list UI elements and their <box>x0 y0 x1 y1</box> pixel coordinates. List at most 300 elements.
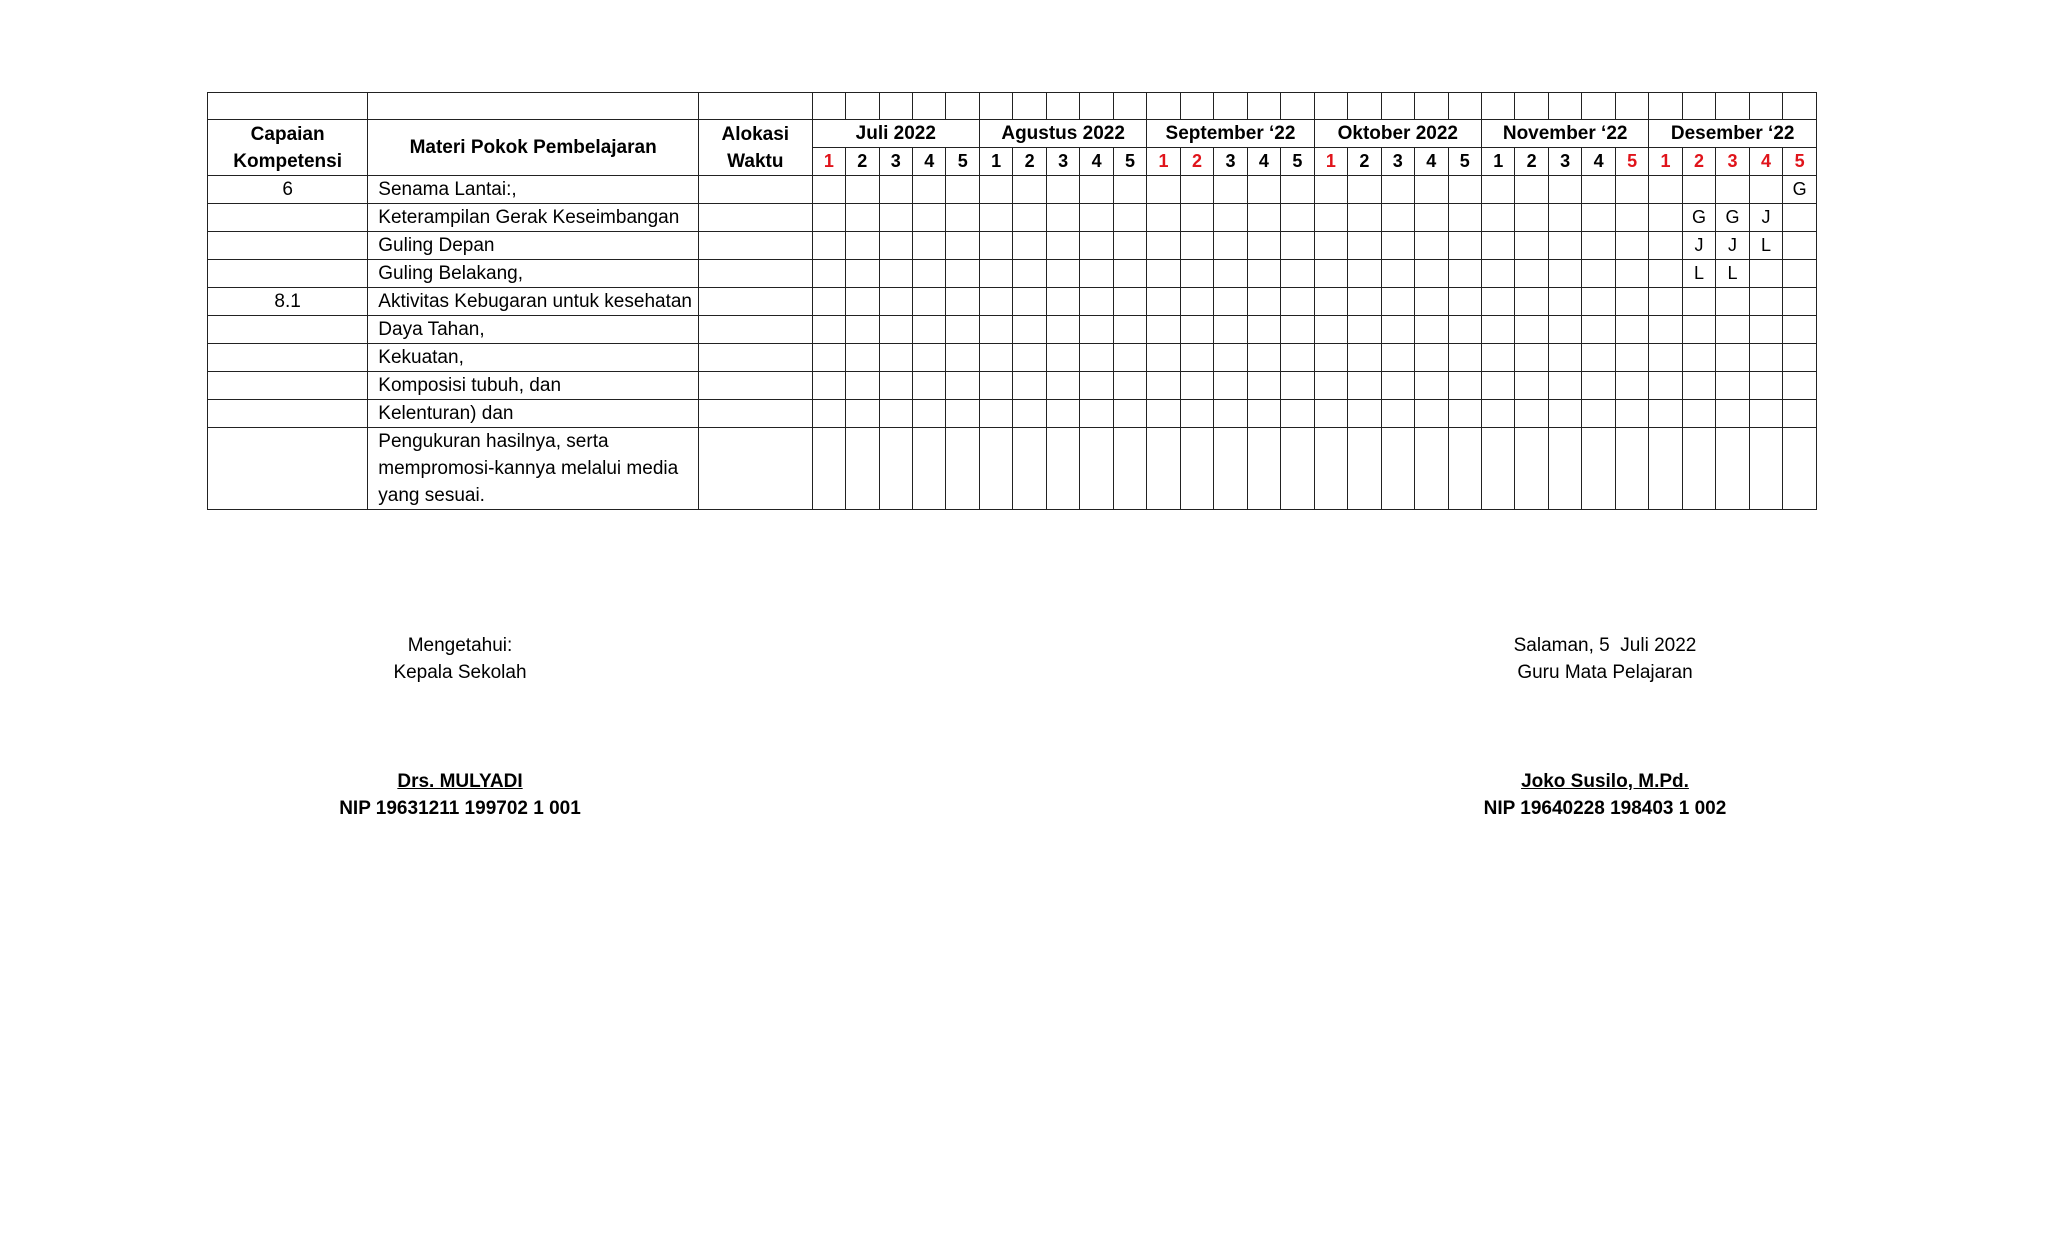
week-cell <box>1348 288 1381 316</box>
week-cell <box>979 176 1012 204</box>
week-cell <box>1381 288 1414 316</box>
week-cell <box>1180 344 1213 372</box>
week-cell <box>1281 400 1314 428</box>
week-cell <box>1415 344 1448 372</box>
week-cell <box>1749 288 1782 316</box>
week-cell <box>1615 372 1648 400</box>
week-cell <box>1046 176 1079 204</box>
week-cell <box>1348 372 1381 400</box>
sig-right-name: Joko Susilo, M.Pd. <box>1521 771 1689 792</box>
blank-header-row <box>208 93 1817 120</box>
week-cell <box>1381 428 1414 510</box>
week-cell <box>1515 260 1548 288</box>
week-cell <box>812 316 845 344</box>
week-cell <box>1113 260 1146 288</box>
week-cell <box>879 232 912 260</box>
week-cell <box>1582 176 1615 204</box>
week-cell <box>1481 344 1514 372</box>
header-capaian: Capaian Kompetensi <box>208 120 368 176</box>
week-number: 2 <box>1515 148 1548 176</box>
week-cell <box>812 204 845 232</box>
week-cell <box>1615 176 1648 204</box>
week-cell <box>1348 316 1381 344</box>
week-number: 5 <box>1281 148 1314 176</box>
capaian-cell <box>208 400 368 428</box>
week-cell <box>1749 260 1782 288</box>
week-number: 2 <box>1682 148 1715 176</box>
week-cell <box>1348 400 1381 428</box>
week-cell <box>1716 288 1749 316</box>
sig-right-line1: Salaman, 5 Juli 2022 <box>1513 635 1697 656</box>
week-cell <box>1180 260 1213 288</box>
week-number: 4 <box>1247 148 1280 176</box>
week-cell <box>1582 260 1615 288</box>
week-cell <box>1682 316 1715 344</box>
week-cell <box>1682 400 1715 428</box>
week-cell <box>1046 400 1079 428</box>
week-cell <box>913 400 946 428</box>
week-cell <box>1615 428 1648 510</box>
month-header: Juli 2022 <box>812 120 979 148</box>
week-cell <box>1682 176 1715 204</box>
table-row <box>208 260 1817 288</box>
week-cell <box>913 288 946 316</box>
week-cell <box>879 344 912 372</box>
week-cell <box>913 344 946 372</box>
week-number: 3 <box>1548 148 1581 176</box>
week-cell <box>979 288 1012 316</box>
week-cell <box>946 428 979 510</box>
alokasi-cell <box>699 428 813 510</box>
week-cell <box>1180 232 1213 260</box>
week-cell <box>946 288 979 316</box>
week-cell <box>1381 260 1414 288</box>
week-cell <box>946 372 979 400</box>
week-cell <box>1314 344 1347 372</box>
week-cell <box>1548 344 1581 372</box>
month-header: Desember ‘22 <box>1649 120 1817 148</box>
week-cell <box>1582 400 1615 428</box>
week-cell <box>1113 372 1146 400</box>
table-row <box>208 288 1817 316</box>
week-number: 2 <box>1013 148 1046 176</box>
week-cell <box>1080 428 1113 510</box>
week-cell <box>1749 428 1782 510</box>
week-cell <box>1783 428 1817 510</box>
week-cell <box>1147 288 1180 316</box>
week-number: 4 <box>1415 148 1448 176</box>
week-cell <box>1582 428 1615 510</box>
week-cell <box>1348 232 1381 260</box>
week-cell <box>1147 400 1180 428</box>
week-cell <box>1649 232 1682 260</box>
signature-block-right <box>1450 632 1760 822</box>
week-number: 4 <box>1582 148 1615 176</box>
week-cell <box>1615 344 1648 372</box>
month-header: September ‘22 <box>1147 120 1314 148</box>
week-cell <box>1615 260 1648 288</box>
week-cell <box>1548 400 1581 428</box>
capaian-cell: 8.1 <box>208 288 368 316</box>
week-cell <box>879 260 912 288</box>
week-cell <box>979 372 1012 400</box>
week-number: 5 <box>1113 148 1146 176</box>
week-cell <box>1783 372 1817 400</box>
alokasi-cell <box>699 372 813 400</box>
week-cell <box>1080 288 1113 316</box>
week-cell <box>1214 400 1247 428</box>
week-cell <box>1281 176 1314 204</box>
week-cell: J <box>1682 232 1715 260</box>
week-number: 5 <box>1615 148 1648 176</box>
week-cell <box>1080 372 1113 400</box>
week-number: 4 <box>1749 148 1782 176</box>
week-cell <box>1314 428 1347 510</box>
week-cell <box>1281 260 1314 288</box>
week-cell <box>1649 428 1682 510</box>
week-cell <box>846 204 879 232</box>
week-cell <box>1649 260 1682 288</box>
signature-block-left <box>300 632 620 822</box>
week-cell <box>1314 260 1347 288</box>
week-number: 4 <box>1080 148 1113 176</box>
week-cell <box>1548 204 1581 232</box>
week-cell <box>812 232 845 260</box>
week-cell <box>1481 400 1514 428</box>
week-cell <box>1415 372 1448 400</box>
week-cell <box>946 204 979 232</box>
week-cell <box>1013 176 1046 204</box>
week-cell <box>1281 428 1314 510</box>
week-cell <box>812 176 845 204</box>
week-cell <box>1080 400 1113 428</box>
week-cell <box>1783 344 1817 372</box>
week-cell <box>1080 344 1113 372</box>
week-cell <box>1113 288 1146 316</box>
week-cell <box>1649 316 1682 344</box>
week-number: 3 <box>1716 148 1749 176</box>
week-number: 3 <box>879 148 912 176</box>
week-cell <box>1113 400 1146 428</box>
week-number: 2 <box>1348 148 1381 176</box>
week-cell <box>913 428 946 510</box>
week-cell <box>1481 176 1514 204</box>
week-cell <box>1783 204 1817 232</box>
week-cell <box>1180 204 1213 232</box>
week-cell <box>1113 204 1146 232</box>
week-cell <box>846 260 879 288</box>
week-cell <box>1013 288 1046 316</box>
capaian-cell <box>208 316 368 344</box>
week-cell <box>1381 344 1414 372</box>
week-cell <box>1582 288 1615 316</box>
table-row <box>208 316 1817 344</box>
capaian-cell <box>208 372 368 400</box>
week-number: 5 <box>1448 148 1481 176</box>
week-cell <box>1582 204 1615 232</box>
week-cell <box>1214 428 1247 510</box>
week-cell <box>1348 428 1381 510</box>
week-cell <box>1080 316 1113 344</box>
header-alokasi: Alokasi Waktu <box>699 120 813 176</box>
alokasi-cell <box>699 204 813 232</box>
week-cell <box>1481 204 1514 232</box>
alokasi-cell <box>699 232 813 260</box>
week-cell <box>1281 288 1314 316</box>
week-cell <box>1749 176 1782 204</box>
materi-cell: Daya Tahan, <box>368 316 699 344</box>
week-cell <box>1046 344 1079 372</box>
week-cell <box>1147 372 1180 400</box>
week-cell <box>1649 372 1682 400</box>
week-cell <box>1749 400 1782 428</box>
week-cell <box>1649 204 1682 232</box>
week-cell <box>1247 316 1280 344</box>
materi-cell: Pengukuran hasilnya, serta mempromosi-kannya melalui media yang sesuai. <box>368 428 699 510</box>
week-cell <box>879 372 912 400</box>
week-cell: L <box>1682 260 1715 288</box>
week-cell <box>846 400 879 428</box>
capaian-cell <box>208 260 368 288</box>
week-cell <box>1013 232 1046 260</box>
alokasi-cell <box>699 260 813 288</box>
sig-left-nip: NIP 19631211 199702 1 001 <box>339 798 581 819</box>
week-cell <box>1548 428 1581 510</box>
week-cell <box>846 176 879 204</box>
week-cell <box>1783 316 1817 344</box>
week-cell <box>1314 232 1347 260</box>
week-cell <box>979 428 1012 510</box>
week-number: 2 <box>1180 148 1213 176</box>
week-cell <box>1281 316 1314 344</box>
week-cell <box>1548 288 1581 316</box>
week-number: 3 <box>1381 148 1414 176</box>
week-number: 5 <box>946 148 979 176</box>
materi-cell: Komposisi tubuh, dan <box>368 372 699 400</box>
week-cell: J <box>1749 204 1782 232</box>
week-cell <box>1281 232 1314 260</box>
week-cell <box>1046 204 1079 232</box>
week-number: 3 <box>1046 148 1079 176</box>
week-cell <box>1113 428 1146 510</box>
week-cell <box>1415 204 1448 232</box>
week-cell <box>1582 316 1615 344</box>
week-cell <box>1113 176 1146 204</box>
week-cell <box>1716 428 1749 510</box>
sig-left-name: Drs. MULYADI <box>397 771 523 792</box>
week-cell <box>913 232 946 260</box>
week-cell <box>1515 344 1548 372</box>
week-cell <box>1013 428 1046 510</box>
week-cell <box>1448 428 1481 510</box>
week-number: 1 <box>812 148 845 176</box>
week-cell <box>1113 232 1146 260</box>
week-cell <box>913 260 946 288</box>
week-cell <box>1113 316 1146 344</box>
materi-cell: Kelenturan) dan <box>368 400 699 428</box>
week-cell <box>1682 428 1715 510</box>
week-cell <box>1113 344 1146 372</box>
week-cell <box>946 316 979 344</box>
week-cell <box>1381 176 1414 204</box>
week-cell <box>1214 288 1247 316</box>
week-cell <box>1314 204 1347 232</box>
week-cell <box>879 204 912 232</box>
week-number: 3 <box>1214 148 1247 176</box>
month-header: Agustus 2022 <box>979 120 1146 148</box>
week-cell <box>846 288 879 316</box>
week-cell <box>1314 288 1347 316</box>
week-cell <box>1448 260 1481 288</box>
week-cell <box>1381 232 1414 260</box>
week-cell <box>946 400 979 428</box>
week-cell <box>1247 288 1280 316</box>
week-cell <box>1649 400 1682 428</box>
week-cell <box>879 400 912 428</box>
week-cell <box>1247 400 1280 428</box>
week-cell <box>1783 260 1817 288</box>
alokasi-cell <box>699 288 813 316</box>
week-cell <box>1515 316 1548 344</box>
capaian-cell <box>208 428 368 510</box>
week-cell <box>1147 260 1180 288</box>
week-cell <box>1448 232 1481 260</box>
week-cell <box>1247 344 1280 372</box>
week-cell <box>1582 372 1615 400</box>
week-cell <box>1247 176 1280 204</box>
week-cell <box>1180 316 1213 344</box>
week-cell <box>1783 400 1817 428</box>
week-number: 2 <box>846 148 879 176</box>
week-cell <box>1415 400 1448 428</box>
week-cell <box>1214 204 1247 232</box>
week-cell <box>1247 232 1280 260</box>
week-cell <box>1682 288 1715 316</box>
week-cell <box>1481 260 1514 288</box>
week-cell <box>1649 344 1682 372</box>
week-cell <box>812 260 845 288</box>
materi-cell: Keterampilan Gerak Keseimbangan <box>368 204 699 232</box>
week-cell <box>1749 372 1782 400</box>
week-cell: L <box>1749 232 1782 260</box>
table-row <box>208 176 1817 204</box>
week-cell <box>1783 288 1817 316</box>
week-cell <box>1013 372 1046 400</box>
alokasi-cell <box>699 400 813 428</box>
week-cell <box>1348 176 1381 204</box>
week-number: 1 <box>1481 148 1514 176</box>
week-cell <box>1348 344 1381 372</box>
week-cell <box>1515 288 1548 316</box>
month-header: November ‘22 <box>1481 120 1648 148</box>
sig-right-nip: NIP 19640228 198403 1 002 <box>1483 798 1727 819</box>
week-cell <box>1615 316 1648 344</box>
week-cell: L <box>1716 260 1749 288</box>
week-cell <box>1214 176 1247 204</box>
week-cell <box>1615 232 1648 260</box>
week-cell <box>1180 400 1213 428</box>
materi-cell: Aktivitas Kebugaran untuk kesehatan <box>368 288 699 316</box>
week-number: 4 <box>913 148 946 176</box>
week-number: 1 <box>1649 148 1682 176</box>
capaian-cell <box>208 344 368 372</box>
week-cell <box>1180 428 1213 510</box>
week-cell <box>1281 372 1314 400</box>
week-cell <box>1615 400 1648 428</box>
week-cell <box>846 372 879 400</box>
header-row-months <box>208 120 1817 148</box>
week-cell <box>1381 372 1414 400</box>
week-cell <box>1649 288 1682 316</box>
week-cell <box>1749 344 1782 372</box>
week-cell <box>1682 372 1715 400</box>
week-cell <box>1214 316 1247 344</box>
week-cell <box>1214 344 1247 372</box>
week-number: 1 <box>1314 148 1347 176</box>
week-cell <box>1582 344 1615 372</box>
week-cell <box>1381 204 1414 232</box>
week-cell <box>1348 260 1381 288</box>
week-cell <box>1481 316 1514 344</box>
week-cell: G <box>1783 176 1817 204</box>
week-cell <box>1481 428 1514 510</box>
week-cell <box>1247 372 1280 400</box>
week-cell <box>1448 372 1481 400</box>
week-cell <box>1448 316 1481 344</box>
header-materi: Materi Pokok Pembelajaran <box>368 120 699 176</box>
week-cell <box>946 176 979 204</box>
week-cell <box>1615 204 1648 232</box>
alokasi-cell <box>699 316 813 344</box>
week-cell <box>1515 176 1548 204</box>
week-cell <box>913 176 946 204</box>
week-number: 1 <box>979 148 1012 176</box>
week-cell <box>812 428 845 510</box>
week-cell <box>879 316 912 344</box>
week-cell <box>1013 344 1046 372</box>
week-cell <box>1716 316 1749 344</box>
schedule-table <box>207 92 1817 510</box>
week-cell <box>1515 204 1548 232</box>
week-cell <box>1281 344 1314 372</box>
week-cell <box>1046 372 1079 400</box>
week-cell <box>1548 232 1581 260</box>
capaian-cell <box>208 232 368 260</box>
week-cell <box>1180 288 1213 316</box>
week-cell <box>1214 260 1247 288</box>
week-cell <box>1716 344 1749 372</box>
capaian-cell: 6 <box>208 176 368 204</box>
week-cell <box>1448 204 1481 232</box>
week-number: 5 <box>1783 148 1817 176</box>
week-cell <box>1448 176 1481 204</box>
week-cell <box>979 400 1012 428</box>
week-cell <box>1046 260 1079 288</box>
week-cell <box>1080 260 1113 288</box>
week-cell <box>1515 400 1548 428</box>
week-cell <box>1716 176 1749 204</box>
week-cell <box>1415 288 1448 316</box>
week-cell <box>1415 232 1448 260</box>
week-cell <box>1381 400 1414 428</box>
week-cell: G <box>1682 204 1715 232</box>
week-cell <box>1783 232 1817 260</box>
week-cell <box>812 344 845 372</box>
week-cell <box>1013 260 1046 288</box>
materi-cell: Kekuatan, <box>368 344 699 372</box>
materi-cell: Senama Lantai:, <box>368 176 699 204</box>
week-cell <box>1415 316 1448 344</box>
